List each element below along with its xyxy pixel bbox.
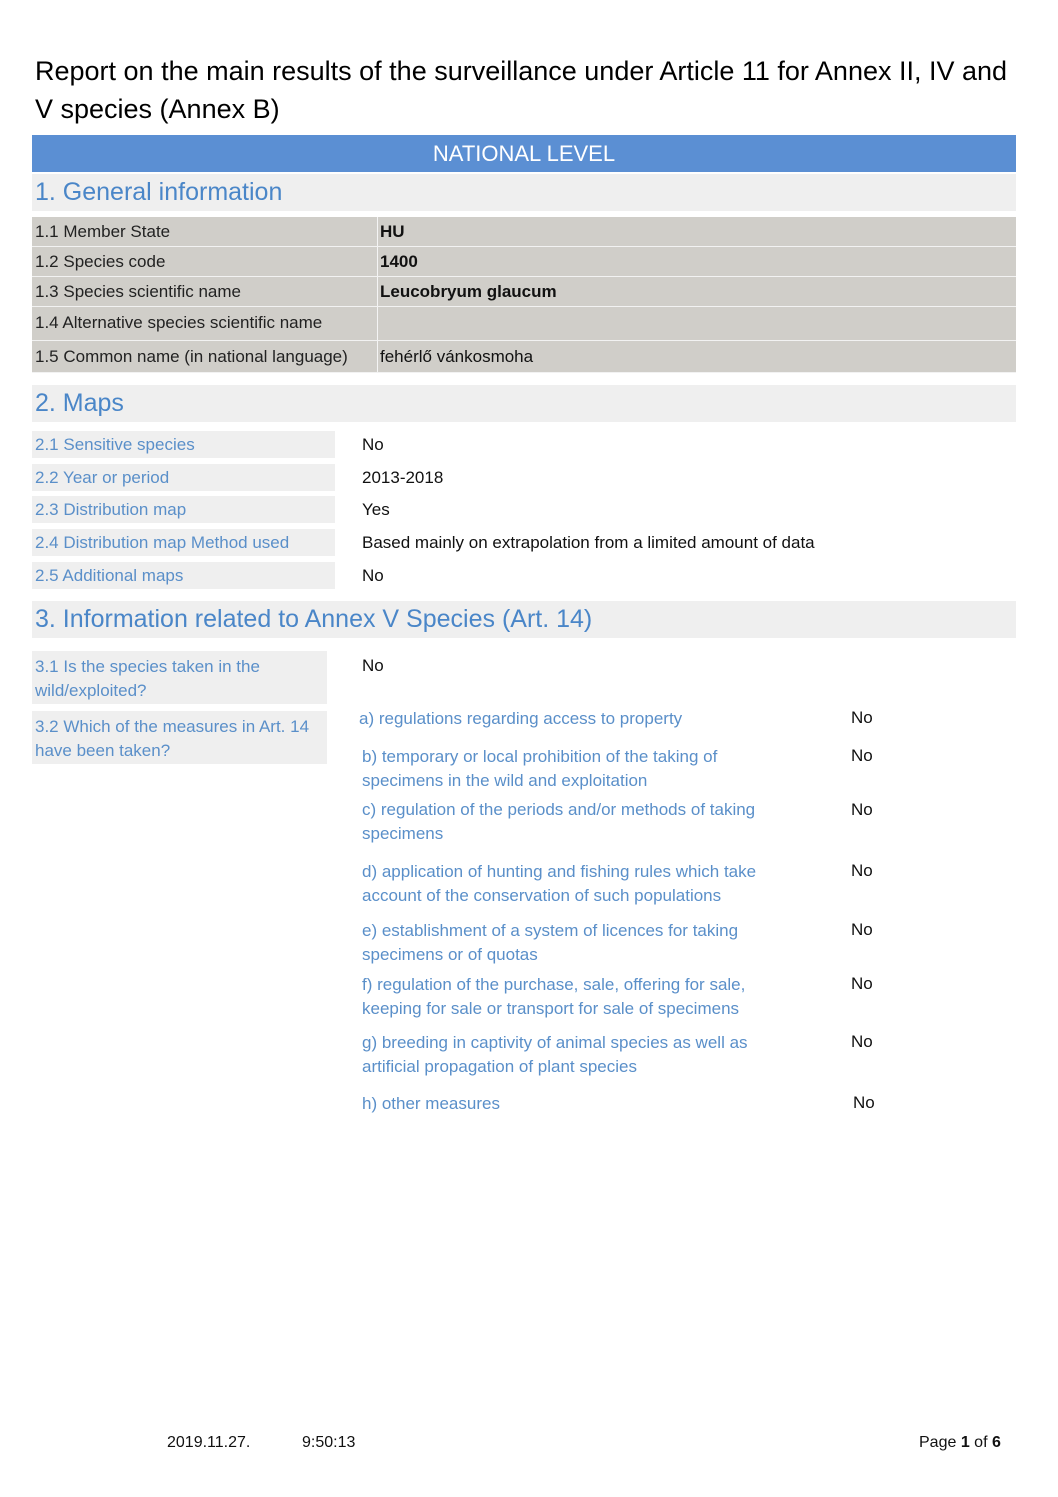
measure-e-label: e) establishment of a system of licences for taking specimens or of quotas [362, 921, 739, 964]
maps-value-year-period: 2013-2018 [362, 468, 444, 487]
measure-a-value: No [851, 708, 873, 727]
general-info-row-alternative-name [32, 307, 1016, 341]
maps-value-sensitive-species: No [362, 435, 384, 454]
page-total: 6 [991, 1434, 1001, 1451]
measure-f-value: No [851, 974, 873, 993]
measure-g-label: g) breeding in captivity of animal species as well as artificial propagation of plant species [362, 1033, 748, 1076]
maps-label-additional-maps: 2.5 Additional maps [32, 562, 335, 589]
column-divider [377, 307, 378, 340]
measure-c-label: c) regulation of the periods and/or methods of taking specimens [362, 800, 756, 843]
row-label: 1.4 Alternative species scientific name [35, 313, 323, 332]
row-value: Leucobryum glaucum [380, 282, 557, 301]
measure-g-value: No [851, 1032, 873, 1051]
maps-value-method-used: Based mainly on extrapolation from a limited amount of data [362, 533, 815, 552]
general-info-row-species-code [32, 247, 1016, 277]
question-species-taken-label: 3.1 Is the species taken in the wild/exploited? [32, 651, 327, 704]
column-divider [377, 277, 378, 306]
column-divider [377, 247, 378, 276]
maps-value-distribution-map: Yes [362, 500, 390, 519]
footer-time: 9:50:13 [302, 1434, 356, 1451]
measure-h-value: No [853, 1093, 875, 1112]
section-general-information-heading: 1. General information [32, 174, 1016, 211]
measure-b-value: No [851, 746, 873, 765]
general-info-row-member-state [32, 217, 1016, 247]
measure-d-value: No [851, 861, 873, 880]
row-label: 1.5 Common name (in national language) [35, 347, 348, 366]
measure-c-value: No [851, 800, 873, 819]
row-label: 1.1 Member State [35, 222, 171, 241]
maps-label-method-used: 2.4 Distribution map Method used [32, 529, 335, 556]
maps-label-year-period: 2.2 Year or period [32, 464, 335, 491]
measure-e-value: No [851, 920, 873, 939]
question-species-taken-value: No [362, 656, 384, 675]
measure-h-label: h) other measures [362, 1094, 500, 1113]
measure-a-label: a) regulations regarding access to property [359, 709, 683, 728]
measure-d-label: d) application of hunting and fishing rules which take account of the conservation of such populations [362, 862, 757, 905]
footer-date: 2019.11.27. [167, 1434, 251, 1451]
section-annex-v-heading: 3. Information related to Annex V Species (Art. 14) [32, 601, 1016, 638]
page-prefix: Page [919, 1434, 961, 1451]
page-current: 1 [960, 1434, 970, 1451]
row-value: 1400 [380, 252, 418, 271]
measure-b-label: b) temporary or local prohibition of the taking of specimens in the wild and exploitation [362, 747, 718, 790]
section-maps-heading: 2. Maps [32, 385, 1016, 422]
row-label: 1.2 Species code [35, 252, 166, 271]
column-divider [377, 217, 378, 246]
general-info-row-common-name [32, 341, 1016, 373]
measure-f-label: f) regulation of the purchase, sale, offering for sale, keeping for sale or transport for sale of specimens [362, 975, 746, 1018]
maps-label-sensitive-species: 2.1 Sensitive species [32, 431, 335, 458]
page-of: of [969, 1434, 992, 1451]
row-label: 1.3 Species scientific name [35, 282, 241, 301]
question-measures-taken-label: 3.2 Which of the measures in Art. 14 have been taken? [32, 711, 327, 764]
maps-value-additional-maps: No [362, 566, 384, 585]
row-value: HU [380, 222, 405, 241]
maps-label-distribution-map: 2.3 Distribution map [32, 496, 335, 523]
report-title: Report on the main results of the surveillance under Article 11 for Annex II, IV and V species (Annex B) [35, 56, 1008, 124]
national-level-banner: NATIONAL LEVEL [32, 135, 1016, 172]
footer-page-number [919, 1434, 1001, 1452]
general-info-row-scientific-name [32, 277, 1016, 307]
row-value: fehérlő vánkosmoha [380, 347, 534, 366]
column-divider [377, 341, 378, 372]
